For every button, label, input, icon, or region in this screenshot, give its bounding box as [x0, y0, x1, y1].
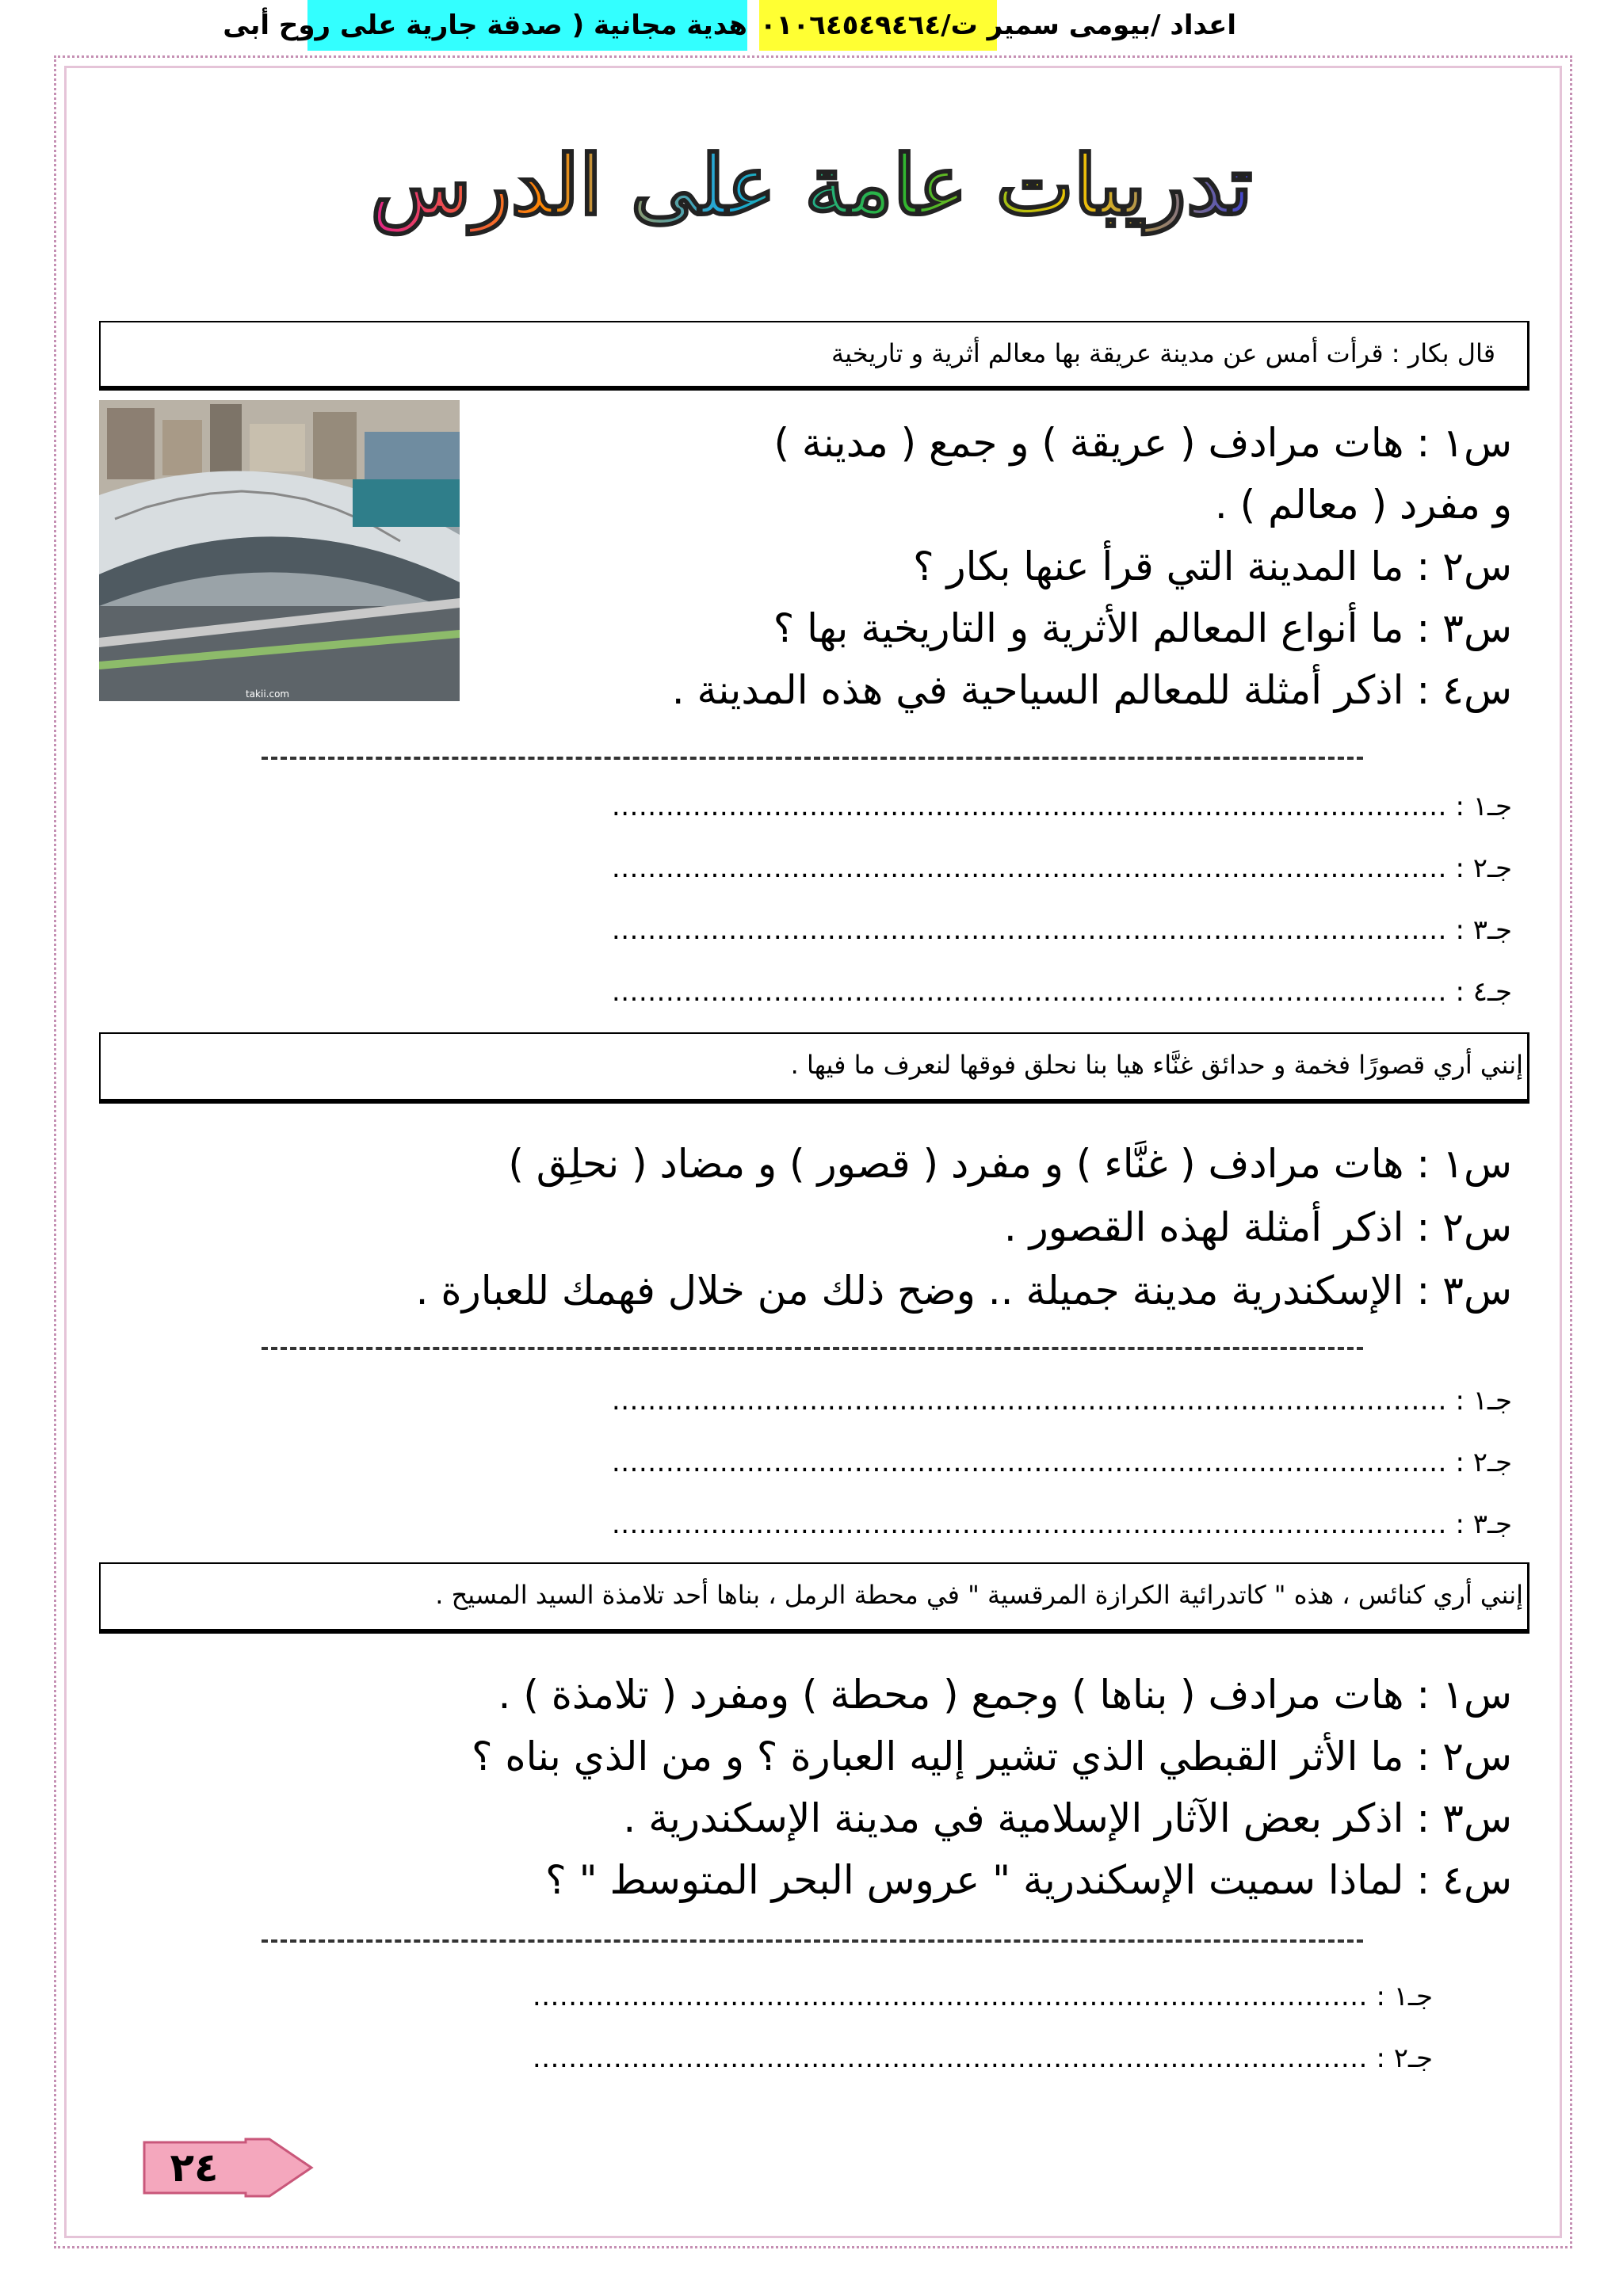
page-title [0, 119, 1623, 275]
title-text: تدريبات عامة على الدرس [370, 136, 1253, 234]
section3-prompt: إنني أري كنائس ، هذه " كاتدرائية الكرازة المرقسية " في محطة الرمل ، بناها أحد تلامذة السيد المسيح . [435, 1580, 1523, 1610]
s1-question-1b: و مفرد ( معالم ) . [1214, 482, 1512, 528]
section2-prompt: إنني أري قصورًا فخمة و حدائق غنَّاء هيا بنا نحلق فوقها لنعرف ما فيها . [790, 1050, 1523, 1080]
s2-answer-3: جـ٣ : ………………………………………………………………………………… [611, 1508, 1512, 1540]
s1-answer-3: جـ٣ : ………………………………………………………………………………… [611, 914, 1512, 946]
section3-prompt-box [99, 1562, 1529, 1634]
footer-author: اعداد /بيومى سمير ت/٠١٠٦٤٥٤٩٤٦٤ [759, 10, 1236, 41]
s1-answer-1: جـ١ : ………………………………………………………………………………… [611, 791, 1512, 822]
s1-question-4: س٤ : اذكر أمثلة للمعالم السياحية في هذه المدينة . [671, 667, 1512, 713]
s3-answer-2: جـ٢ : ………………………………………………………………………………… [532, 2042, 1433, 2074]
separator [262, 1347, 1363, 1350]
separator [262, 757, 1363, 760]
alexandria-library-photo [99, 400, 460, 701]
s1-question-3: س٣ : ما أنواع المعالم الأثرية و التاريخية بها ؟ [773, 605, 1512, 651]
s3-question-4: س٤ : لماذا سميت الإسكندرية " عروس البحر المتوسط " ؟ [545, 1857, 1512, 1903]
s2-answer-2: جـ٢ : ………………………………………………………………………………… [611, 1447, 1512, 1478]
s2-question-1: س١ : هات مرادف ( غنَّاء ) و مفرد ( قصور ) و مضاد ( نحلِق ) [508, 1141, 1512, 1187]
s1-question-2: س٢ : ما المدينة التي قرأ عنها بكار ؟ [913, 543, 1512, 589]
s3-question-3: س٣ : اذكر بعض الآثار الإسلامية في مدينة الإسكندرية . [623, 1795, 1512, 1841]
s1-answer-4: جـ٤ : ………………………………………………………………………………… [611, 976, 1512, 1008]
s3-question-2: س٢ : ما الأثر القبطي الذي تشير إليه العبارة ؟ و من الذي بناه ؟ [471, 1733, 1512, 1779]
section1-prompt-box [99, 321, 1529, 391]
s3-question-1: س١ : هات مرادف ( بناها ) وجمع ( محطة ) ومفرد ( تلامذة ) . [498, 1672, 1512, 1718]
s1-answer-2: جـ٢ : ………………………………………………………………………………… [611, 852, 1512, 884]
s3-answer-1: جـ١ : ………………………………………………………………………………… [532, 1981, 1433, 2012]
footer-gift-note: هدية مجانية ( صدقة جارية على روح أبى [307, 0, 747, 51]
section1-prompt: قال بكار : قرأت أمس عن مدينة عريقة بها معالم أثرية و تاريخية [831, 338, 1495, 368]
page-number: ٢٤ [170, 2145, 219, 2191]
s2-question-3: س٣ : الإسكندرية مدينة جميلة .. وضح ذلك من خلال فهمك للعبارة . [415, 1268, 1512, 1314]
photo-caption: takii.com [246, 688, 290, 700]
section2-prompt-box [99, 1032, 1529, 1104]
s1-question-1: س١ : هات مرادف ( عريقة ) و جمع ( مدينة ) [773, 420, 1512, 466]
separator [262, 1939, 1363, 1943]
s2-question-2: س٢ : اذكر أمثلة لهذه القصور . [1003, 1204, 1512, 1250]
title-art [370, 119, 1253, 254]
s2-answer-1: جـ١ : ………………………………………………………………………………… [611, 1385, 1512, 1417]
